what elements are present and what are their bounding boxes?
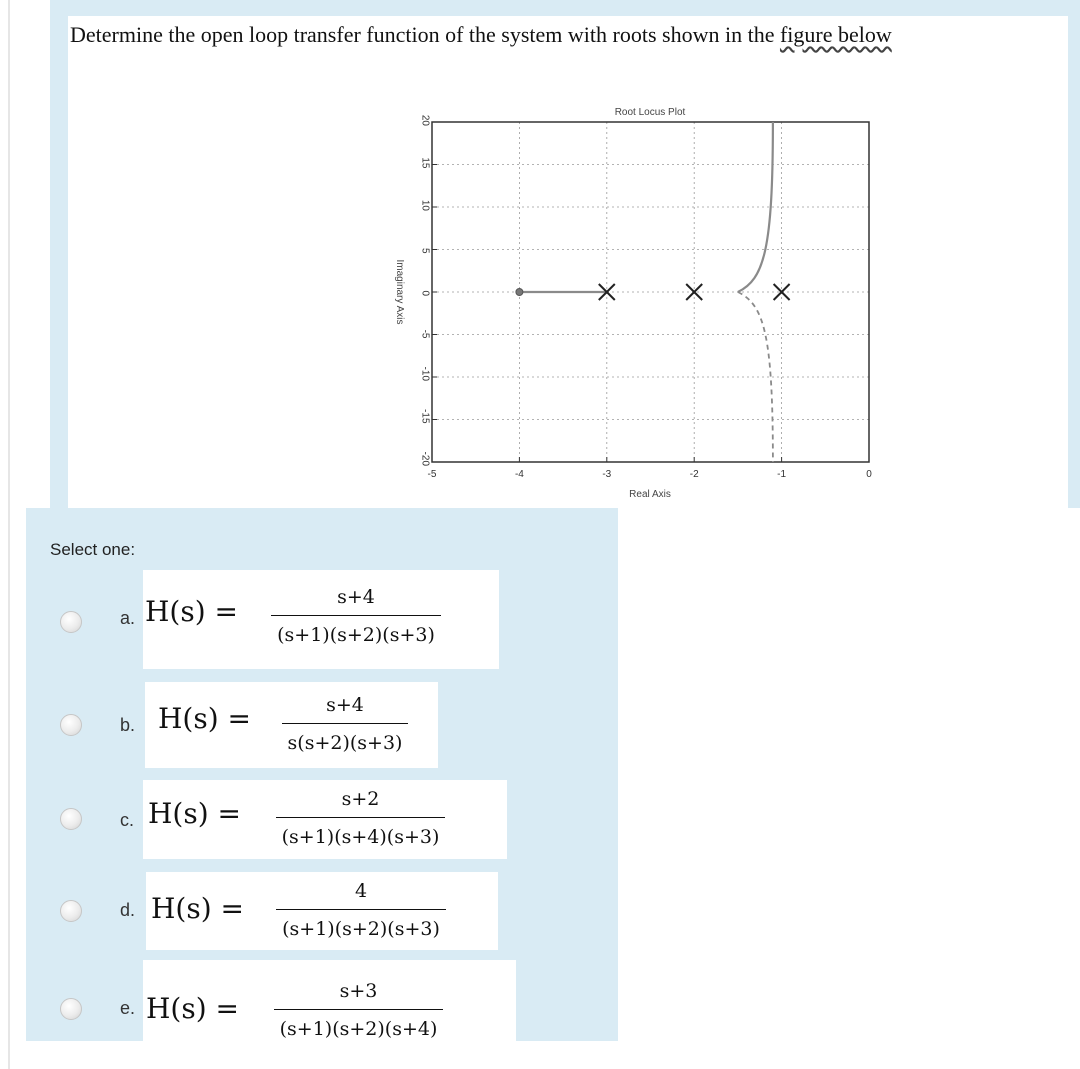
option-d-denominator: (s+1)(s+2)(s+3)	[276, 909, 446, 940]
x-tick-label-1: -4	[514, 469, 524, 480]
option-b-letter: b.	[120, 715, 136, 735]
x-tick-label-5: 0	[866, 469, 872, 480]
option-a-radio[interactable]	[60, 611, 82, 633]
option-b-fraction	[265, 694, 425, 754]
y-tick-label-6: -10	[419, 366, 431, 381]
option-e[interactable]	[0, 960, 600, 1040]
option-e-fraction	[251, 980, 466, 1040]
option-e-denominator: (s+1)(s+2)(s+4)	[274, 1009, 444, 1040]
option-b-formula	[145, 682, 438, 768]
option-b-lhs: H(s) =	[158, 702, 251, 735]
x-tick-label-0: -5	[427, 469, 437, 480]
root-locus-chart	[384, 102, 884, 507]
option-a-lhs: H(s) =	[145, 595, 238, 628]
select-one-label: Select one:	[50, 540, 136, 559]
option-e-formula	[143, 960, 516, 1056]
x-tick-label-3: -2	[689, 469, 699, 480]
question-text-area	[68, 16, 1068, 510]
figure-link[interactable]: figure below	[779, 22, 892, 47]
chart-ylabel: Imaginary Axis	[394, 259, 405, 325]
y-tick-label-8: -20	[419, 451, 431, 466]
question-text: Determine the open loop transfer function of the system with roots shown in the	[70, 22, 780, 47]
option-e-lhs: H(s) =	[146, 992, 239, 1025]
option-b-denominator: s(s+2)(s+3)	[282, 723, 409, 754]
y-tick-label-0: 20	[419, 114, 431, 126]
option-c-lhs: H(s) =	[148, 797, 241, 830]
option-a-denominator: (s+1)(s+2)(s+3)	[271, 615, 441, 646]
option-d-radio[interactable]	[60, 900, 82, 922]
option-e-numerator: s+3	[339, 980, 378, 1002]
x-tick-label-2: -3	[602, 469, 612, 480]
y-tick-label-2: 10	[419, 199, 431, 211]
option-c-formula	[143, 780, 507, 859]
option-b-radio[interactable]	[60, 714, 82, 736]
option-c-fraction	[253, 788, 468, 848]
zero-marker-0	[516, 289, 523, 296]
question-title	[70, 22, 892, 48]
option-d-numerator: 4	[354, 880, 368, 902]
option-c-radio[interactable]	[60, 808, 82, 830]
option-a-letter: a.	[120, 608, 136, 628]
question-panel	[50, 0, 1080, 508]
option-c-letter: c.	[120, 810, 135, 830]
x-tick-label-4: -1	[777, 469, 787, 480]
option-d-letter: d.	[120, 900, 136, 920]
option-e-letter: e.	[120, 998, 136, 1018]
option-a[interactable]	[0, 568, 600, 648]
y-tick-label-1: 15	[419, 157, 431, 169]
option-d-lhs: H(s) =	[151, 892, 244, 925]
y-tick-label-4: 0	[419, 290, 431, 296]
chart-title: Root Locus Plot	[614, 107, 686, 118]
option-c-denominator: (s+1)(s+4)(s+3)	[276, 817, 446, 848]
option-b-numerator: s+4	[326, 694, 364, 716]
option-e-radio[interactable]	[60, 998, 82, 1020]
option-d-formula	[146, 872, 498, 950]
option-a-numerator: s+4	[337, 586, 375, 608]
y-tick-label-3: 5	[419, 247, 431, 254]
option-d[interactable]	[0, 872, 600, 952]
y-tick-label-5: -5	[419, 329, 431, 339]
option-c-numerator: s+2	[341, 788, 380, 810]
option-c[interactable]	[0, 780, 600, 860]
option-b[interactable]	[0, 680, 600, 760]
option-d-fraction	[256, 880, 466, 940]
option-a-formula	[143, 570, 499, 669]
y-tick-label-7: -15	[419, 409, 431, 424]
chart-xlabel: Real Axis	[629, 489, 671, 500]
option-a-fraction	[251, 586, 461, 646]
